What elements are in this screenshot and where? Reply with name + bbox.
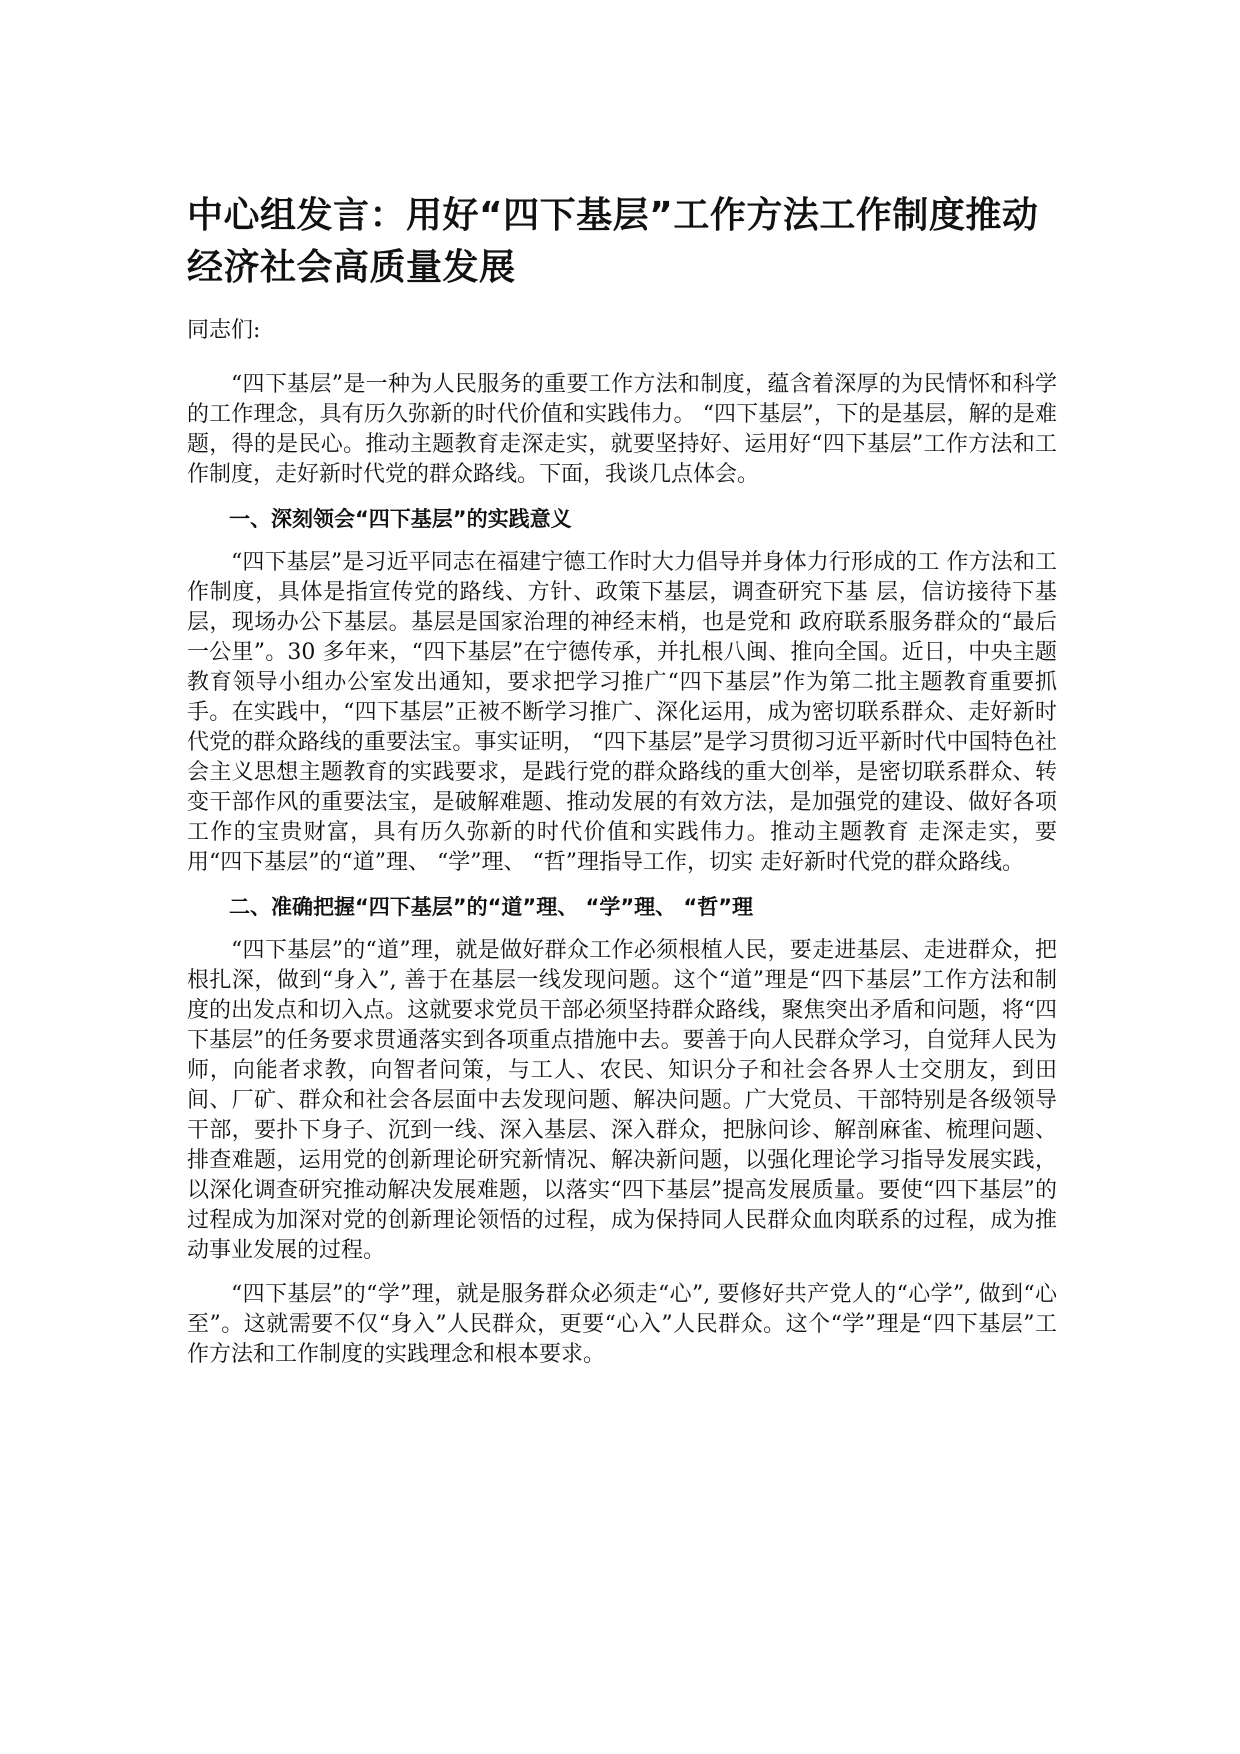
paragraph-xue-li: “四下基层”的“学”理，就是服务群众必须走“心”, 要修好共产党人的“心学”, 做到“心至”。这就需要不仅“身入”人民群众，更要“心入”人民群众。这个“学”理是“四下基层”工作方法和工作制度的实践理念和根本要求。 [187, 1282, 1057, 1367]
document-title: 中心组发言：用好“四下基层”工作方法工作制度推动经济社会高质量发展 [187, 195, 1039, 288]
paragraph-dao-li: “四下基层”的“道”理，就是做好群众工作必须根植人民，要走进基层、走进群众，把根扎深，做到“身入”, 善于在基层一线发现问题。这个“道”理是“四下基层”工作方法和制度的出发点和切入点。这就要求党员干部必须坚持群众路线，聚焦突出矛盾和问题，将“四下基层”的任务要求贯通落实到各项重点措施中去。要善于向人民群众学习，自觉拜人民为师，向能者求教，向智者问策，与工人、农民、知识分子和社会各界人士交朋友，到田间、厂矿、群众和社会各层面中去发现问题、解决问题。广大党员、干部特别是各级领导干部，要扑下身子、沉到一线、深入基层、深入群众，把脉问诊、解剖麻雀、梳理问题、排查难题，运用党的创新理论研究新情况、解决新问题，以强化理论学习指导发展实践，以深化调查研究推动解决发展难题，以落实“四下基层”提高发展质量。要使“四下基层”的过程成为加深对党的创新理论领悟的过程，成为保持同人民群众血肉联系的过程，成为推动事业发展的过程。 [187, 938, 1057, 1263]
paragraph-intro: “四下基层”是一种为人民服务的重要工作方法和制度，蕴含着深厚的为民情怀和科学的工作理念，具有历久弥新的时代价值和实践伟力。 “四下基层”，下的是基层，解的是难题，得的是民心。推动主题教育走深走实，就要坚持好、运用好“四下基层”工作方法和工作制度，走好新时代党的群众路线。下面，我谈几点体会。 [187, 372, 1057, 487]
document-page [187, 190, 1057, 1384]
salutation: 同志们: [187, 318, 261, 343]
section-heading-1: 一、深刻领会“四下基层”的实践意义 [229, 507, 572, 531]
section-heading-2: 二、准确把握“四下基层”的“道”理、 “学”理、 “哲”理 [229, 895, 754, 919]
paragraph-section-1: “四下基层”是习近平同志在福建宁德工作时大力倡导并身体力行形成的工 作方法和工作制度，具体是指宣传党的路线、方针、政策下基层，调查研究下基 层，信访接待下基层，现场办公下基层。基层是国家治理的神经末梢，也是党和 政府联系服务群众的“最后一公里”。30 多年来，“四下基层”在宁德传承，并扎根八闽、推向全国。近日，中央主题教育领导小组办公室发出通知，要求把学习推广“四下基层”作为第二批主题教育重要抓手。在实践中，“四下基层”正被不断学习推广、深化运用，成为密切联系群众、走好新时代党的群众路线的重要法宝。事实证明， “四下基层”是学习贯彻习近平新时代中国特色社会主义思想主题教育的实践要求，是践行党的群众路线的重大创举，是密切联系群众、转变干部作风的重要法宝，是破解难题、推动发展的有效方法，是加强党的建设、做好各项工作的宝贵财富，具有历久弥新的时代价值和实践伟力。推动主题教育 走深走实，要用“四下基层”的“道”理、 “学”理、 “哲”理指导工作，切实 走好新时代党的群众路线。 [187, 550, 1057, 875]
